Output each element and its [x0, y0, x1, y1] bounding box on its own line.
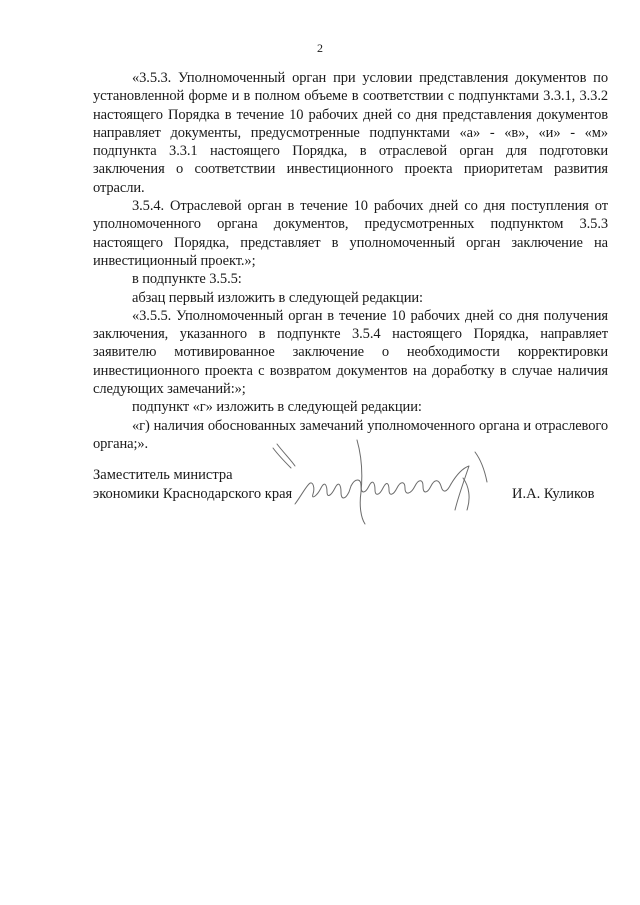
paragraph-3-5-4: 3.5.4. Отраслевой орган в течение 10 рабочих дней со дня поступления от уполномоченного органа документов, предусмотренных подпунктом 3.5.3 настоящего Порядка, представляет в уполномоченный орган заключение на инвестиционный проект.»; — [93, 198, 608, 269]
document-body — [93, 69, 608, 453]
signer-position — [93, 466, 292, 503]
signer-position-line-2: экономики Краснодарского края — [93, 485, 293, 502]
paragraph-subclause-g-instruction: подпункт «г» изложить в следующей редакции: — [132, 399, 422, 416]
paragraph-amendment-instruction: абзац первый изложить в следующей редакции: — [132, 289, 423, 306]
paragraph-subclause-intro: в подпункте 3.5.5: — [132, 271, 242, 288]
paragraph-3-5-5: «3.5.5. Уполномоченный орган в течение 10 рабочих дней со дня получения заключения, указанного в подпункте 3.5.4 настоящего Порядка, направляет заявителю мотивированное заключение о необходимости корректировки инвестиционного проекта с возвратом документов на доработку в случае наличия следующих замечаний:»; — [93, 307, 608, 398]
signature-block — [93, 466, 608, 546]
paragraph-subclause-g-text: «г) наличия обоснованных замечаний уполномоченного органа и отраслевого органа;». — [93, 417, 608, 452]
signer-name: И.А. Куликов — [512, 486, 595, 502]
page-number: 2 — [317, 41, 323, 55]
signer-position-line-1: Заместитель министра — [93, 467, 233, 483]
paragraph-3-5-3: «3.5.3. Уполномоченный орган при условии представления документов по установленной форме и в полном объеме в соответствии с подпунктами 3.3.1, 3.3.2 настоящего Порядка в течение 10 рабочих дней со дня представления документов направляет документы, предусмотренные подпунктами «а» - «в», «и» - «м» подпункта 3.3.1 настоящего Порядка, в отраслевой орган для подготовки заключения о соответствии инвестиционного проекта приоритетам развития отрасли. — [93, 70, 608, 196]
